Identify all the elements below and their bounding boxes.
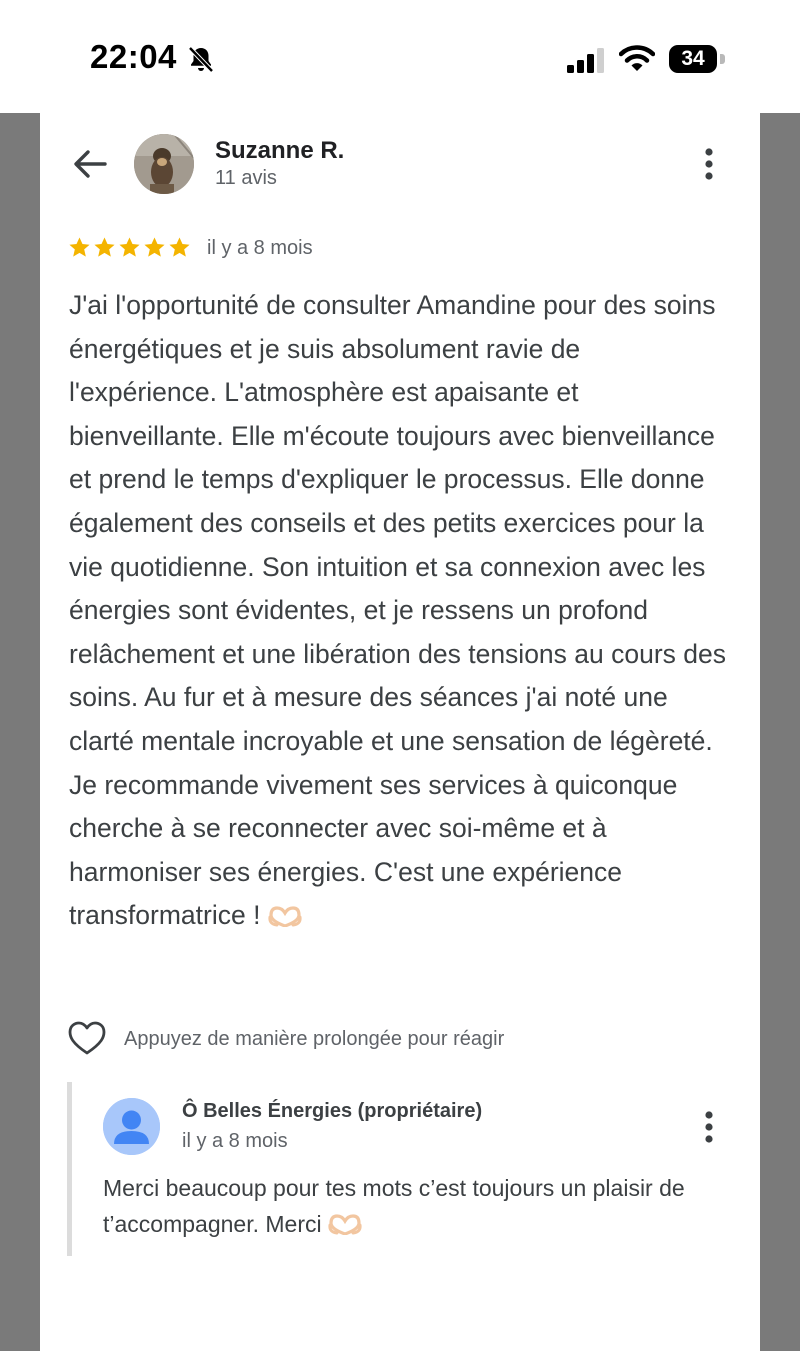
star-icon bbox=[93, 236, 116, 259]
star-icon bbox=[68, 236, 91, 259]
more-vertical-icon[interactable] bbox=[697, 145, 721, 183]
reviewer-avatar[interactable] bbox=[134, 134, 194, 194]
heart-hands-emoji-icon bbox=[268, 905, 302, 927]
owner-name: Ô Belles Énergies (propriétaire) bbox=[182, 1100, 483, 1122]
battery-tip bbox=[720, 54, 725, 64]
status-time: 22:04 bbox=[90, 38, 177, 75]
background-left bbox=[0, 113, 40, 1351]
review-text bbox=[69, 284, 734, 938]
bell-slash-icon bbox=[186, 44, 216, 74]
owner-more-vertical-icon[interactable] bbox=[697, 1108, 721, 1146]
reviewer-photo bbox=[134, 134, 194, 194]
star-icon bbox=[118, 236, 141, 259]
review-body: J'ai l'opportunité de consulter Amandine pour des soins énergétiques et je suis absolument ravie de l'expérience. L'atmosphère est apaisante et bienveillante. Elle m'écoute toujours avec bienveillance et prend le temps d'expliquer le processus. Elle donne également des conseils et des petits exercices pour la vie quotidienne. Son intuition et sa connexion avec les énergies sont évidentes, et je ressens un profond relâchement et une libération des tensions au cours des soins. Au fur et à mesure des séances j'ai noté une clarté mentale incroyable et une sensation de légèreté. Je recommande vivement ses services à quiconque cherche à se reconnecter avec soi-même et à harmoniser ses énergies. C'est une expérience transformatrice ! bbox=[69, 290, 727, 931]
cellular-signal-icon bbox=[567, 47, 607, 73]
owner-reply-body: Merci beaucoup pour tes mots c’est toujours un plaisir de t’accompagner. Merci bbox=[103, 1175, 685, 1237]
battery-icon bbox=[669, 45, 717, 73]
owner-reply-text bbox=[103, 1170, 733, 1242]
heart-outline-icon[interactable] bbox=[68, 1021, 106, 1057]
review-date: il y a 8 mois bbox=[207, 237, 313, 259]
arrow-left-icon[interactable] bbox=[71, 146, 109, 182]
react-hint[interactable]: Appuyez de manière prolongée pour réagir bbox=[124, 1028, 505, 1050]
reviewer-name[interactable]: Suzanne R. bbox=[215, 137, 345, 164]
star-rating bbox=[68, 236, 191, 259]
owner-reply-date: il y a 8 mois bbox=[182, 1130, 288, 1152]
star-icon bbox=[143, 236, 166, 259]
battery-level: 34 bbox=[681, 47, 705, 70]
owner-avatar[interactable] bbox=[103, 1098, 160, 1155]
star-icon bbox=[168, 236, 191, 259]
status-bar bbox=[0, 0, 800, 113]
person-icon bbox=[103, 1098, 160, 1155]
reply-indent-bar bbox=[67, 1082, 72, 1256]
reviewer-review-count: 11 avis bbox=[215, 167, 277, 189]
heart-hands-emoji-icon bbox=[328, 1213, 362, 1235]
background-right bbox=[760, 113, 800, 1351]
wifi-icon bbox=[619, 43, 655, 73]
